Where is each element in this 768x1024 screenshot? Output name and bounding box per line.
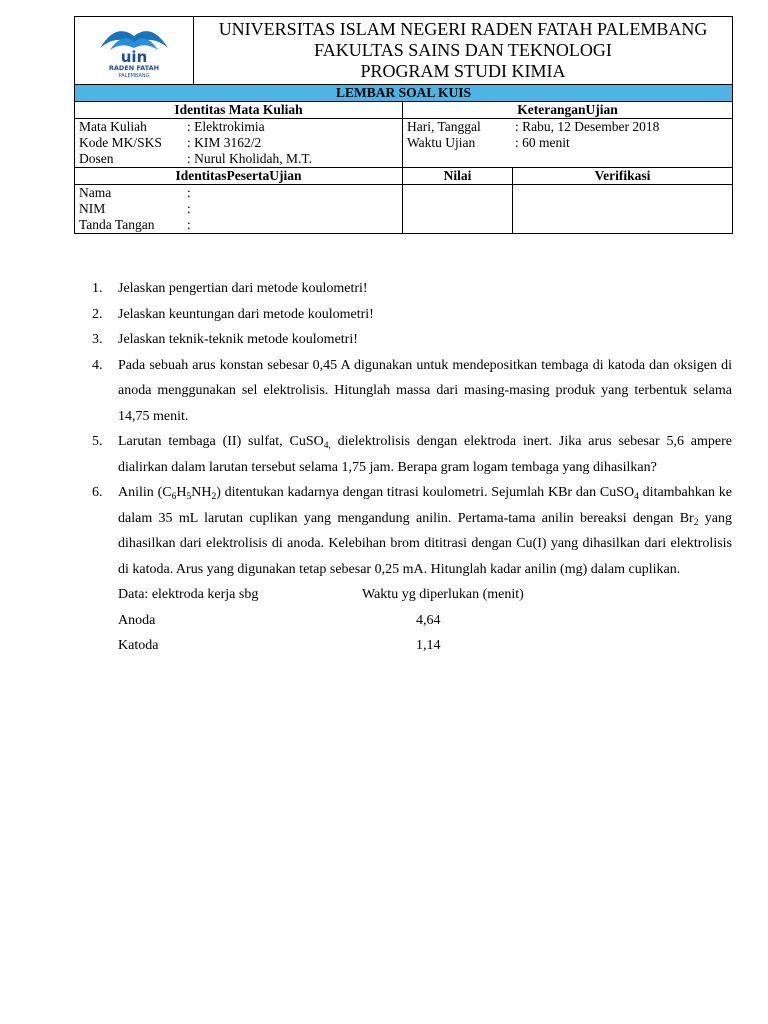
nilai-box [403,185,513,234]
university-logo [86,20,182,78]
course-row: Kode MK/SKS : KIM 3162/2 [79,135,262,150]
question-item: 6. Anilin $(C_6H_5NH_2)$ ditentukan kadarnya dengan titrasi koulometri. Sejumlah KBr dan CuSO$_4$ ditambahkan ke dalam 35 mL larutan cuplikan yang mengandung anilin. Pertama-tama anilin bereaksi dengan $Br_2$ yang dihasilkan dari elektrolisis di anoda. Kelebihan brom dititrasi dengan Cu(I) yang dihasilkan dari elektrolisis di katoda. Arus yang digunakan tetap sebesar 0,25 mA. Hitunglah kadar anilin (mg) dalam cuplikan. Data: elektroda kerja sbg Waktu yg diperlukan (menit) Anoda 4,64 Katoda 1,14 [118,480,732,659]
exam-row: Hari, Tanggal : Rabu, 12 Desember 2018 [407,119,660,134]
logo-sub2: PALEMBANG [118,72,150,78]
course-heading: Identitas Mata Kuliah [75,102,403,119]
nilai-heading: Nilai [403,168,513,185]
question-item: 5. Larutan tembaga (II) sulfat, CuSO$_{4,}$ dielektrolisis dengan elektroda inert. Jika arus sebesar 5,6 ampere dialirkan dalam larutan tersebut selama 1,75 jam. Berapa gram logam tembaga yang dihasilkan? [92,434,732,475]
data-header-row: Data: elektroda kerja sbg Waktu yg diperlukan (menit) [118,587,524,602]
course-row: Dosen : Nurul Kholidah, M.T. [79,151,312,166]
question-item: 3. Jelaskan teknik-teknik metode koulometri! [92,332,358,347]
exam-row: Waktu Ujian : 60 menit [407,135,570,150]
title-block [194,17,733,85]
participant-heading: IdentitasPesertaUjian [75,168,403,185]
data-row: Anoda 4,64 [118,612,441,628]
participant-row: Nama : [79,185,191,200]
university-name: UNIVERSITAS ISLAM NEGERI RADEN FATAH PALEMBANG [218,19,708,39]
program-name: PROGRAM STUDI KIMIA [360,61,566,81]
question-item: 4. Pada sebuah arus konstan sebesar 0,45 A digunakan untuk mendepositkan tembaga di katoda dan oksigen di anoda menggunakan sel elektrolisis. Hitunglah massa dari masing-masing produk yang terbentuk selama 14,75 menit. [92,357,732,424]
verifikasi-box [513,185,733,234]
exam-info [403,119,733,168]
sheet-title-band: LEMBAR SOAL KUIS [75,85,733,102]
participant-row: NIM : [79,201,191,216]
data-table [118,582,732,659]
data-row: Katoda 1,14 [118,638,441,653]
exam-heading: KeteranganUjian [403,102,733,119]
question-item: 2. Jelaskan keuntungan dari metode koulometri! [92,306,374,322]
participant-info [75,185,403,234]
course-info [75,119,403,168]
verifikasi-heading: Verifikasi [513,168,733,185]
faculty-name: FAKULTAS SAINS DAN TEKNOLOGI [314,40,612,60]
logo-text: uin [120,47,148,66]
logo-sub1: RADEN FATAH [108,63,160,72]
course-row: Mata Kuliah : Elektrokimia [79,119,265,134]
participant-row: Tanda Tangan : [79,217,191,232]
header-table [74,16,733,234]
logo-cell [75,17,194,85]
question-list [74,276,732,659]
question-item: 1. Jelaskan pengertian dari metode koulometri! [92,281,368,296]
